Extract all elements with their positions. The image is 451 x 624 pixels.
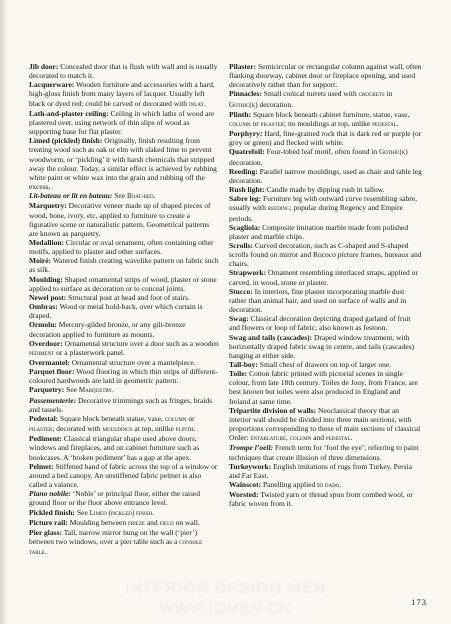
glossary-term: Porphyry:: [229, 129, 263, 139]
glossary-definition: ,: [285, 433, 290, 443]
cross-reference: Boat-bed: [126, 192, 154, 201]
glossary-definition: Panelling applied to: [261, 480, 325, 490]
cross-reference: console table: [29, 537, 203, 557]
glossary-term: Pilaster:: [229, 62, 257, 71]
cross-reference: entablature: [250, 434, 286, 443]
glossary-term: Pickled finish:: [29, 507, 76, 517]
glossary-term: Marquetry:: [29, 201, 67, 211]
glossary-entry: [229, 194, 422, 222]
glossary-term: Pelmet:: [29, 461, 54, 471]
glossary-definition: Ceiling in which laths of wood are plastered over, using network of thin slips of wood as supporting base for flat plaster.: [29, 108, 215, 137]
cross-reference: Marquetry: [78, 386, 113, 395]
glossary-entry: [29, 62, 219, 80]
glossary-term: Scagliola:: [229, 222, 261, 232]
glossary-term: Lath-and-plaster ceiling:: [29, 108, 109, 118]
glossary-definition: Square block beneath cabinet furniture, statue, vase,: [251, 109, 410, 119]
glossary-term: Swag:: [229, 314, 249, 324]
cross-reference: reeding: [267, 204, 290, 213]
glossary-definition: .: [339, 480, 342, 490]
glossary-definition: .: [153, 191, 156, 201]
glossary-definition: Twisted yarn or thread spun from combed wool, or fabric woven from it.: [229, 490, 413, 509]
glossary-entry: [229, 287, 422, 314]
glossary-entry: [229, 314, 422, 332]
glossary-definition: Parallel narrow mouldings, used as chair and table leg decoration.: [229, 166, 422, 185]
glossary-term: Strapwork:: [229, 268, 267, 278]
glossary-term: Stucco:: [229, 286, 253, 296]
glossary-entry: [29, 518, 219, 528]
glossary-definition: Small conical turrets used with: [261, 89, 359, 99]
page-edge-shadow: [0, 0, 8, 624]
glossary-definition: See: [64, 385, 79, 395]
glossary-entry: [29, 201, 219, 238]
glossary-definition: .: [396, 118, 399, 128]
glossary-definition: .: [44, 547, 47, 557]
glossary-entry: [29, 136, 219, 191]
glossary-definition: Curved decoration, such as C-shaped and S-shaped scrolls found on mirror and Rococo picture frames, bureaux and chairs.: [229, 240, 422, 269]
glossary-definition: Hard, fine-grained rock that is dark red or purple (or grey or green) and flecked with white.: [229, 129, 422, 148]
glossary-term: Turkeywork:: [229, 461, 272, 471]
glossary-definition: at top, unlike: [132, 424, 176, 434]
cross-reference: column: [229, 119, 251, 128]
glossary-definition: .: [204, 98, 206, 108]
glossary-entry: [229, 268, 422, 286]
glossary-entry: [29, 80, 219, 108]
cross-reference: inlay: [188, 99, 205, 108]
glossary-definition: Watered finish creating wavelike pattern on fabric such as silk.: [29, 256, 219, 275]
cross-reference: column: [289, 434, 312, 443]
glossary-definition: Ornamental structure over a mantelpiece.: [69, 358, 196, 367]
glossary-definition: Tall, narrow mirror hung on the wall (‘pier’) between two windows, over a pier table such as a: [29, 527, 198, 546]
glossary-entry: [29, 191, 219, 201]
glossary-term: Toile:: [229, 369, 248, 379]
glossary-entry: [29, 396, 219, 414]
glossary-definition: .: [350, 433, 353, 443]
glossary-term: Quatrefoil:: [229, 147, 265, 157]
glossary-term: Wainscot:: [229, 480, 262, 490]
glossary-definition: .: [112, 385, 114, 395]
glossary-term: Tripartite division of walls:: [229, 405, 317, 415]
glossary-definition: Decorative veneer made up of shaped pieces of wood, bone, ivory, etc, applied to furniture to create a figurative scene or naturalistic pattern. Geometrical patterns are known as parquetry.: [29, 201, 211, 238]
cross-reference: Limed (pickled) finish: [89, 508, 153, 517]
glossary-entry: [29, 238, 219, 256]
glossary-definition: English imitations of rugs from Turkey, Persia and Far East.: [229, 461, 412, 480]
glossary-entry: [229, 360, 422, 369]
glossary-entry: [29, 508, 219, 518]
glossary-entry: [229, 223, 422, 241]
glossary-definition: or a plasterwork panel.: [54, 347, 125, 357]
glossary-definition: Structural post at head and foot of stairs.: [66, 292, 190, 302]
glossary-entry: [229, 406, 422, 444]
glossary-definition: Wood or metal hold-back, over which curtain is draped.: [29, 302, 203, 321]
cross-reference: crockets: [358, 90, 385, 99]
glossary-definition: Square block beneath statue, vase,: [58, 413, 165, 423]
glossary-term: Rush light:: [229, 185, 265, 195]
cross-reference: field: [159, 518, 174, 527]
page-number: 173: [411, 597, 427, 607]
glossary-definition: Decorative trimmings such as fringes, braids and tassels.: [29, 395, 213, 414]
glossary-definition: and: [311, 433, 326, 443]
glossary-definition: Small chest of drawers on top of larger one.: [257, 360, 392, 369]
glossary-entry: [29, 256, 219, 274]
glossary-definition: Moulding between: [67, 517, 129, 527]
glossary-entry: [229, 369, 422, 406]
glossary-term: Ombras:: [29, 302, 58, 312]
glossary-definition: Classical decoration depicting draped garland of fruit and flowers or loop of fabric; also known as festoon.: [229, 314, 411, 333]
glossary-definition: or: [250, 118, 261, 128]
cross-reference: Gothic(k): [229, 100, 258, 109]
glossary-entry: [29, 367, 219, 385]
glossary-term: Overmantel:: [29, 358, 70, 367]
glossary-term: Jib door:: [29, 62, 59, 71]
glossary-entry: [29, 414, 219, 434]
glossary-term: Piano nobile:: [29, 489, 71, 499]
cross-reference: mouldings: [102, 425, 133, 434]
glossary-entry: [29, 339, 219, 358]
glossary-term: Ormolu:: [29, 320, 57, 330]
glossary-term: Parquet floor:: [29, 367, 75, 377]
glossary-entry: [229, 167, 422, 185]
glossary-definition: Wooden furniture and accessories with a hard, high-gloss finish from many layers of lacquer. Usually left black or dyed red; could be carved or decorated with: [29, 80, 215, 108]
glossary-definition: French term for ‘fool the eye’, referring to paint techniques that create illusion of three dimensions.: [229, 443, 419, 462]
glossary-term: Limed (pickled) finish:: [29, 136, 103, 146]
glossary-entry: [29, 320, 219, 338]
glossary-entry: [229, 110, 422, 129]
glossary-term: Trompe l’oeil:: [229, 443, 274, 453]
glossary-definition: Circular or oval ornament, often containing other motifs, applied to plaster and other surfaces.: [29, 237, 214, 257]
glossary-definition: Ornament resembling interlaced straps, applied or carved, in wood, stone or plaster.: [229, 268, 418, 287]
glossary-definition: Furniture leg with outward curve resembling sabre, usually with: [229, 194, 417, 213]
glossary-entry: [229, 443, 422, 461]
watermark-line-2: WWW.IDMEN.CN: [159, 600, 292, 617]
glossary-entry: [29, 109, 219, 136]
glossary-term: Moulding:: [29, 274, 63, 284]
glossary-definition: ; popular during Regency and Empire periods.: [229, 203, 403, 223]
cross-reference: pilaster: [29, 425, 53, 434]
glossary-term: Overdoor:: [29, 338, 63, 348]
glossary-definition: on wall.: [173, 517, 200, 527]
glossary-entry: [29, 528, 219, 557]
glossary-entry: [229, 89, 422, 109]
glossary-definition: .: [152, 507, 154, 517]
glossary-term: Medallion:: [29, 237, 64, 247]
glossary-entry: [29, 434, 219, 461]
glossary-definition: Neoclassical theory that an interior wall should be divided into three main sections, with proportions corresponding to those of main sections of classical Order:: [229, 405, 421, 443]
glossary-term: Plinth:: [229, 109, 252, 119]
cross-reference: Gothic(k): [379, 148, 408, 157]
glossary-term: Lacquerware:: [29, 80, 75, 90]
glossary-term: Pinnacles:: [229, 89, 262, 99]
glossary-definition: ; decorated with: [52, 424, 103, 434]
glossary-entry: [29, 462, 219, 489]
glossary-definition: decoration.: [229, 157, 263, 167]
glossary-definition: and: [144, 517, 160, 527]
glossary-definition: .: [193, 424, 196, 434]
glossary-term: Tall-boy:: [229, 360, 258, 369]
glossary-term: Lit-bateau or lit en bateau:: [29, 191, 113, 201]
glossary-term: Parquetry:: [29, 385, 65, 395]
glossary-definition: Classical triangular shape used above doors, windows and fireplaces, and on cabinet furniture such as bookcases. A ‘broken pediment’ has a gap at the apex.: [29, 434, 200, 462]
glossary-term: Sabre leg:: [229, 194, 262, 204]
glossary-entry: [229, 333, 422, 360]
glossary-definition: Candle made by dipping rush in tallow.: [264, 185, 385, 195]
glossary-entry: [229, 129, 422, 147]
glossary-term: Worsted:: [229, 490, 259, 500]
glossary-definition: Ornamental structure over a door such as a wooden: [62, 338, 219, 348]
glossary-entry: [229, 480, 422, 490]
glossary-entry: [29, 275, 219, 293]
glossary-definition: In interiors, fine plaster incorporating marble dust rather than animal hair, and used on surface of walls and in decoration.: [229, 286, 407, 315]
glossary-term: Newel post:: [29, 292, 67, 302]
cross-reference: pedestal: [372, 119, 397, 128]
cross-reference: pediment: [29, 348, 55, 357]
glossary-term: Swag and tails (cascades):: [229, 332, 313, 342]
glossary-definition: Mercury-gilded bronze, or any gilt-bronze decoration applied to furniture as mounts.: [29, 320, 186, 339]
glossary-term: Picture rail:: [29, 517, 68, 527]
glossary-definition: Originally, finish resulting from treating wood such as oak or elm with slaked lime to prevent woodworm, or ‘pickling’ it with harsh chemicals that stripped away the colour. Today, a similar effect is achieved by rubbing white paint or white wax into the grain and rubbing off the excess.: [29, 136, 217, 192]
cross-reference: dado: [324, 481, 340, 490]
glossary-definition: or: [186, 413, 195, 423]
glossary-definition: See: [112, 191, 127, 201]
glossary-definition: Draped window treatment, with horizontally draped fabric swag in centre, and tails (cascades) hanging at either side.: [229, 332, 415, 360]
glossary-entry: [29, 489, 219, 507]
cross-reference: pedestal: [325, 434, 351, 443]
glossary-term: Reeding:: [229, 166, 258, 176]
glossary-entry: [29, 293, 219, 302]
cross-reference: frieze: [128, 518, 145, 527]
glossary-definition: ; no mouldings at top, unlike: [284, 118, 373, 128]
glossary-entry: [229, 147, 422, 166]
glossary-definition: Stiffened band of fabric across the top of a window or around a bed canopy. An unstiffened fabric pelmet is also called a valance.: [29, 461, 218, 490]
glossary-entry: [229, 241, 422, 268]
glossary-entry: [229, 62, 422, 89]
glossary-entry: [229, 490, 422, 508]
glossary-definition: Four-lobed leaf motif, often found in: [264, 147, 380, 157]
glossary-entry: [229, 462, 422, 480]
cross-reference: plinth: [175, 425, 194, 434]
glossary-entry: [29, 358, 219, 367]
glossary-term: Moiré:: [29, 256, 52, 266]
glossary-term: Pier glass:: [29, 527, 62, 537]
glossary-entry: [29, 302, 219, 320]
glossary-definition: Concealed door that is flush with wall and is usually decorated to match it.: [29, 62, 218, 81]
glossary-definition: Cotton fabric printed with pictorial scenes in single colour, from late 18th century. Toiles de Jouy, from France, are best known but toiles were also produced in England and Ireland at same time.: [229, 369, 418, 406]
glossary-entry: [29, 385, 219, 395]
glossary-definition: ‘Noble’ or principal floor, either the raised ground floor or the floor above entrance level.: [29, 489, 200, 508]
glossary-definition: See: [75, 507, 90, 517]
glossary-term: Scrolls:: [229, 240, 254, 250]
cross-reference: pilaster: [260, 119, 285, 128]
glossary-column-right: [229, 62, 422, 509]
glossary-definition: decoration.: [257, 99, 294, 109]
glossary-term: Pediment:: [29, 434, 62, 444]
watermark-line-1: INTERIOR DESIGN MEN: [124, 580, 327, 597]
cross-reference: column: [164, 414, 187, 423]
glossary-definition: Wood flooring in which thin strips of different-coloured hardwoods are laid in geometric pattern.: [29, 367, 218, 386]
glossary-entry: [229, 185, 422, 194]
glossary-term: Pedestal:: [29, 413, 59, 423]
glossary-definition: Semicircular or rectangular column against wall, often flanking doorway, cabinet door or fireplace opening, and used decoratively rather than for support.: [229, 62, 422, 90]
glossary-column-left: [29, 62, 219, 557]
glossary-term: Passementerie:: [29, 395, 77, 405]
glossary-definition: Shaped ornamental strips of wood, plaster or stone applied to surface as decoration or to conceal joints.: [29, 274, 217, 293]
glossary-definition: Composite imitation marble made from polished plaster and marble chips.: [229, 222, 409, 241]
glossary-definition: in: [384, 89, 393, 99]
